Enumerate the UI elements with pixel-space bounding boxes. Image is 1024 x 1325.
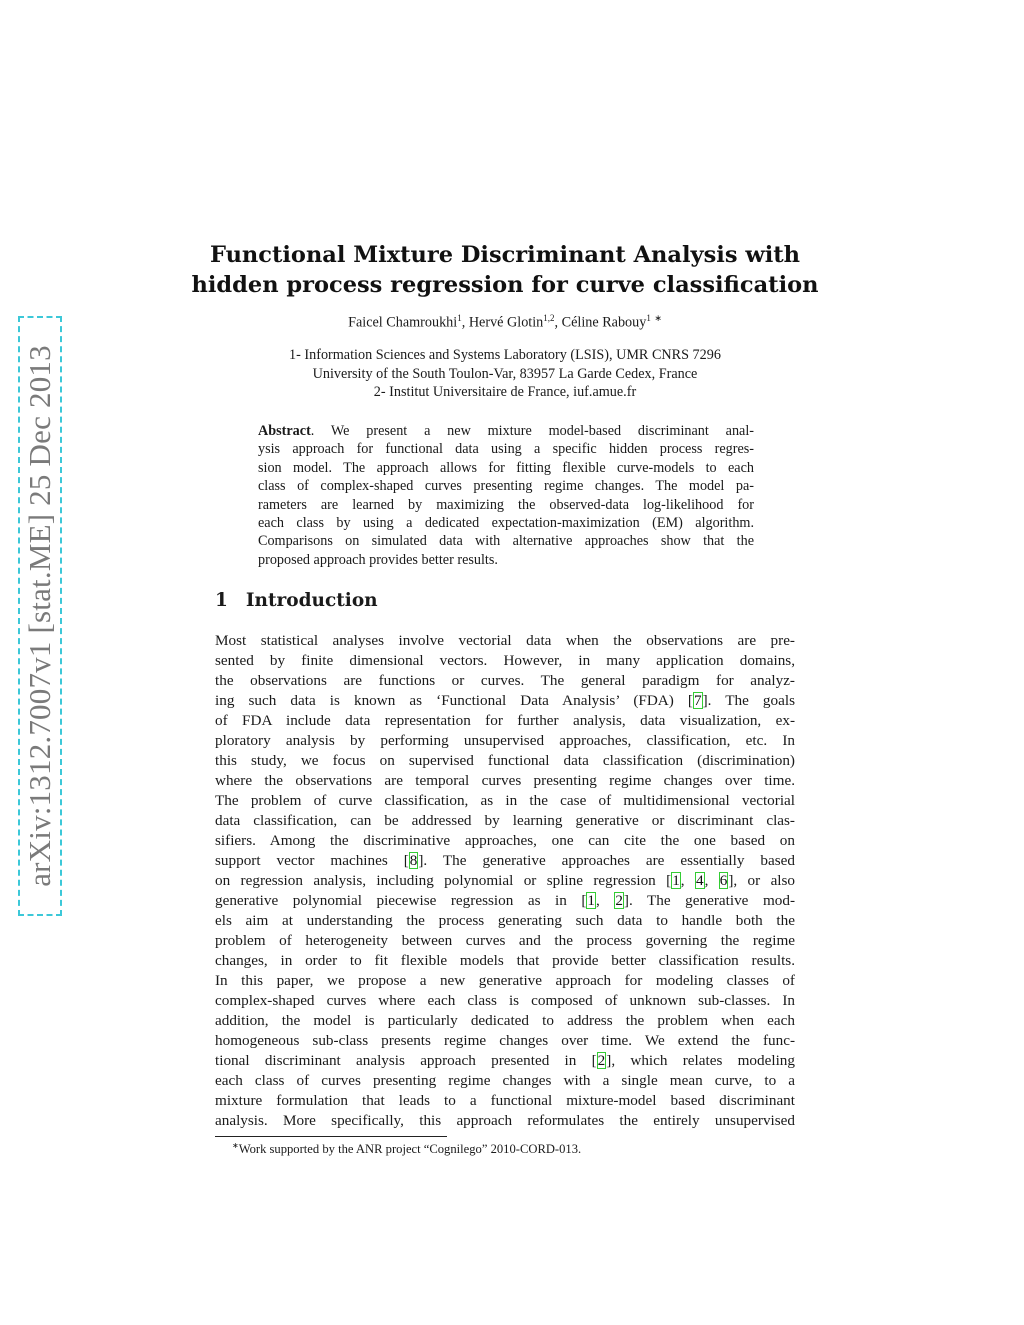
abstract-line: class of complex-shaped curves presenting regime changes. The model pa-	[258, 478, 754, 495]
arxiv-side-stamp[interactable]	[18, 316, 62, 916]
title-line-1: Functional Mixture Discriminant Analysis with	[210, 242, 800, 268]
citation-link[interactable]: 7	[693, 692, 702, 709]
body-line: problem of heterogeneity between curves and the process governing the regime	[215, 932, 795, 949]
footnote-marker: ∗	[232, 1141, 239, 1150]
author-name: Céline Rabouy	[561, 314, 647, 331]
body-line: data classification, can be addressed by learning generative or discriminant clas-	[215, 812, 795, 829]
paper-title	[150, 240, 860, 300]
body-line: this study, we focus on supervised functional data classification (discrimination)	[215, 752, 795, 769]
body-line: ing such data is known as ‘Functional Data Analysis’ (FDA) [7]. The goals	[215, 692, 795, 709]
footnote-marker-link[interactable]: ∗	[654, 313, 662, 323]
abstract-line: each class by using a dedicated expectation-maximization (EM) algorithm.	[258, 515, 754, 532]
author-name: Hervé Glotin	[468, 314, 544, 331]
author-separator: ,	[461, 314, 469, 331]
body-line: mixture formulation that leads to a functional mixture-model based discriminant	[215, 1092, 795, 1109]
abstract-heading: Abstract	[258, 423, 311, 439]
abstract-line: ysis approach for functional data using a specific hidden process regres-	[258, 441, 754, 458]
footnote-divider	[215, 1136, 447, 1137]
title-line-2: hidden process regression for curve classification	[191, 272, 819, 298]
body-line: In this paper, we propose a new generative approach for modeling classes of	[215, 972, 795, 989]
citation-link[interactable]: 4	[695, 872, 704, 889]
footnote-text: Work supported by the ANR project “Cognilego” 2010-CORD-013.	[238, 1142, 582, 1157]
author-name: Faicel Chamroukhi	[348, 314, 458, 331]
abstract-line: sion model. The approach allows for fitting flexible curve-models to each	[258, 459, 754, 476]
body-line: tional discriminant analysis approach presented in [2], which relates modeling	[215, 1052, 795, 1069]
body-line: sifiers. Among the discriminative approaches, one can cite the one based on	[215, 832, 795, 849]
affiliation-line: University of the South Toulon-Var, 83957 La Garde Cedex, France	[312, 365, 698, 382]
body-line: els aim at understanding the process generating such data to handle both the	[215, 912, 795, 929]
body-line: ploratory analysis by performing unsupervised approaches, classification, etc. In	[215, 732, 795, 749]
abstract-line: Comparisons on simulated data with alternative approaches show that the	[258, 533, 754, 550]
body-line: sented by finite dimensional vectors. However, in many application domains,	[215, 652, 795, 669]
section-title: Introduction	[245, 590, 378, 611]
body-line: generative polynomial piecewise regression as in [1, 2]. The generative mod-	[215, 892, 795, 909]
body-line: each class of curves presenting regime changes with a single mean curve, to a	[215, 1072, 795, 1089]
body-line: where the observations are temporal curves presenting regime changes over time.	[215, 772, 795, 789]
body-line: homogeneous sub-class presents regime changes over time. We extend the func-	[215, 1032, 795, 1049]
abstract-line: Abstract. We present a new mixture model-based discriminant anal-	[258, 423, 754, 439]
body-line: support vector machines [8]. The generative approaches are essentially based	[215, 852, 795, 869]
body-line: on regression analysis, including polynomial or spline regression [1, 4, 6], or also	[215, 872, 796, 889]
abstract-line: rameters are learned by maximizing the observed-data log-likelihood for	[258, 496, 754, 513]
section-number: 1	[215, 590, 228, 611]
citation-link[interactable]: 1	[587, 892, 595, 909]
affiliation-line: 2- Institut Universitaire de France, iuf.amue.fr	[373, 384, 637, 400]
arxiv-identifier: arXiv:1312.7007v1 [stat.ME] 25 Dec 2013	[22, 345, 57, 887]
author-affiliation-mark: 1	[646, 313, 651, 323]
citation-link[interactable]: 8	[409, 852, 418, 869]
citation-link[interactable]: 2	[615, 892, 623, 909]
citation-link[interactable]: 1	[672, 872, 680, 889]
abstract	[258, 422, 754, 569]
body-line: the observations are functions or curves. The general paradigm for analyz-	[215, 672, 795, 689]
body-line: Most statistical analyses involve vectorial data when the observations are pre-	[215, 632, 795, 649]
footnote	[232, 1141, 581, 1157]
citation-link[interactable]: 6	[719, 872, 728, 889]
section-heading-introduction	[215, 590, 378, 611]
affiliation-line: 1- Information Sciences and Systems Laboratory (LSIS), UMR CNRS 7296	[289, 347, 721, 363]
citation-link[interactable]: 2	[597, 1052, 606, 1069]
author-affiliation-mark: 1	[457, 313, 462, 323]
author-affiliation-mark: 1,2	[543, 313, 555, 323]
author-list	[150, 313, 860, 332]
abstract-line: proposed approach provides better results.	[258, 551, 498, 568]
body-line: The problem of curve classification, as in the case of multidimensional vectorial	[215, 792, 795, 809]
author-separator: ,	[554, 314, 562, 331]
body-line: analysis. More specifically, this approach reformulates the entirely unsupervised	[215, 1112, 795, 1129]
body-line: addition, the model is particularly dedicated to address the problem when each	[215, 1012, 795, 1029]
body-line: complex-shaped curves where each class is composed of unknown sub-classes. In	[215, 992, 795, 1009]
body-line: changes, in order to fit flexible models that provide better classification results.	[215, 952, 795, 969]
introduction-body	[215, 631, 795, 1131]
body-line: of FDA include data representation for further analysis, data visualization, ex-	[215, 712, 795, 729]
affiliations	[150, 346, 860, 402]
